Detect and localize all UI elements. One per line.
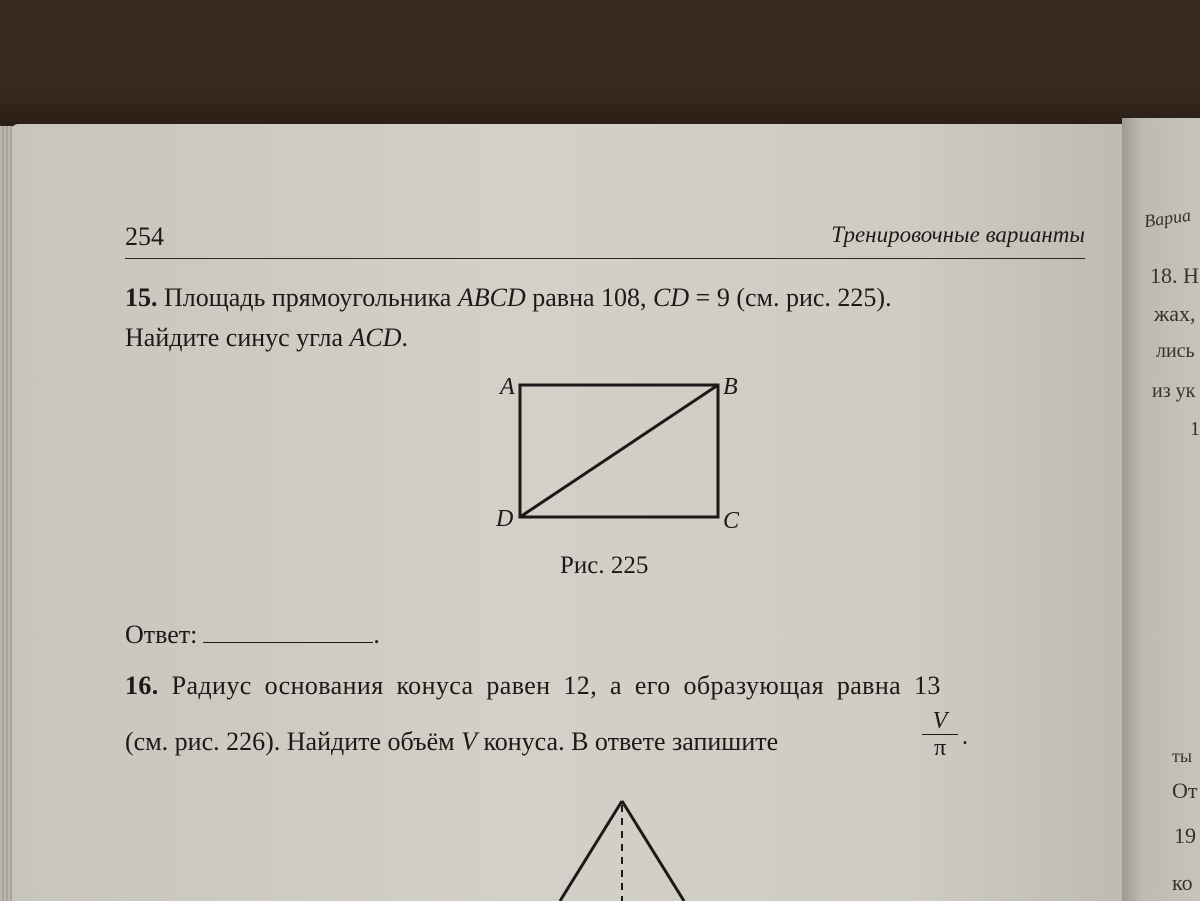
rectangle-name: ABCD (457, 283, 526, 312)
problem-text: Радиус основания конуса равен 12, а его образующая равна 13 (171, 671, 941, 700)
answer-end: . (373, 620, 380, 649)
fraction-v-over-pi (918, 708, 962, 761)
volume-variable: V (461, 727, 477, 756)
problem-text: конуса. В ответе запишите (483, 727, 779, 756)
page-number: 254 (125, 222, 164, 251)
facing-page-text: ты (1172, 746, 1192, 766)
problem-number: 15. (125, 283, 158, 312)
facing-page-text: 19 (1174, 823, 1196, 848)
segment-label: CD (653, 283, 690, 312)
facing-page (1122, 118, 1200, 901)
problem-text: Найдите синус угла (125, 323, 344, 352)
problem-15-line-1 (125, 278, 892, 318)
problem-text: равна 108, (532, 283, 647, 312)
facing-page-text: ко (1172, 870, 1193, 895)
answer-row (125, 616, 380, 650)
facing-page-text: жах, (1154, 301, 1196, 326)
vertex-label-a: A (500, 374, 515, 400)
vertex-label-b: B (723, 374, 738, 400)
problem-15-line-2 (125, 318, 408, 358)
facing-page-text: 18. Н (1150, 263, 1199, 288)
problem-text: (см. рис. 226). Найдите объём (125, 727, 455, 756)
angle-name: ACD (349, 323, 402, 352)
diagonal-db (520, 385, 718, 517)
facing-page-text: От (1172, 778, 1198, 803)
running-header (125, 222, 1085, 259)
facing-page-header: Вариа (1142, 204, 1193, 232)
fraction-denominator: π (933, 735, 947, 761)
rectangle-figure (480, 360, 770, 540)
problem-text: = 9 (см. рис. 225). (695, 283, 892, 312)
facing-page-text: лись (1156, 340, 1195, 362)
facing-page-text: 1 (1190, 418, 1200, 440)
section-title: Тренировочные варианты (831, 222, 1085, 247)
answer-blank[interactable] (203, 616, 373, 643)
answer-label: Ответ: (125, 620, 198, 649)
vertex-label-c: C (723, 508, 740, 534)
problem-text: . (401, 323, 409, 352)
vertex-label-d: D (496, 506, 514, 532)
cone-right-edge (622, 801, 684, 901)
cone-figure (550, 795, 700, 901)
problem-16-line-1 (125, 666, 941, 706)
figure-caption: Рис. 225 (560, 552, 649, 579)
fraction-numerator: V (932, 708, 948, 734)
cone-left-edge (560, 801, 622, 901)
problem-16-line-2 (125, 722, 778, 762)
facing-page-text: из ук (1152, 380, 1196, 402)
sentence-end: . (962, 724, 968, 750)
problem-number: 16. (125, 671, 159, 700)
problem-text: Площадь прямоугольника (164, 283, 452, 312)
